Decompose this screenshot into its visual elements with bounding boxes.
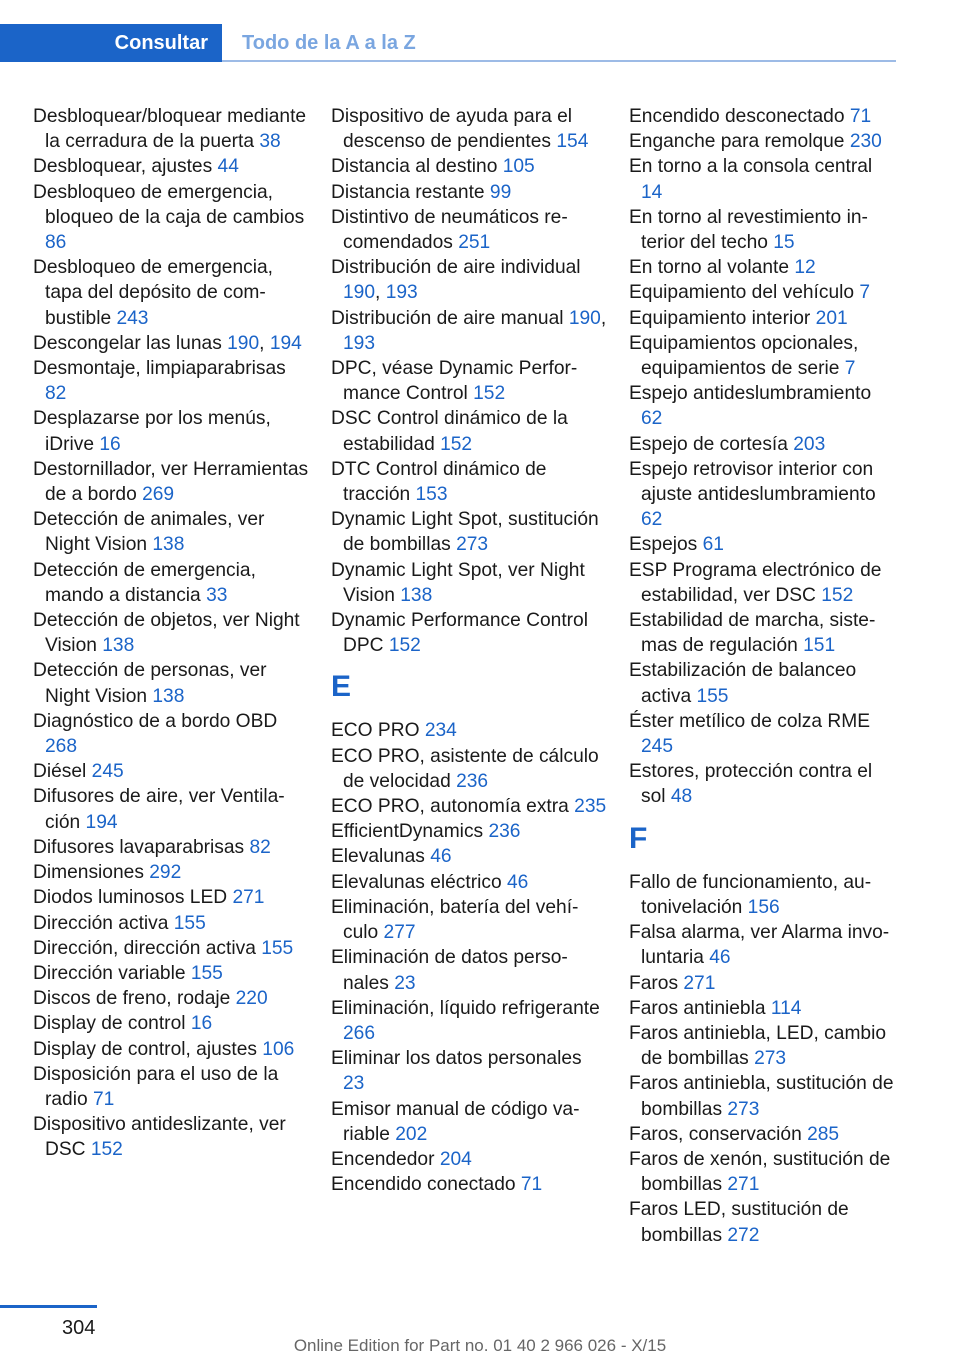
index-entry bbox=[33, 457, 309, 507]
index-entry bbox=[629, 104, 897, 129]
section-letter: F bbox=[629, 821, 648, 855]
tab-consultar[interactable]: Consultar bbox=[0, 24, 222, 62]
index-entry bbox=[33, 331, 309, 356]
index-entry-term: Elevalunas bbox=[331, 846, 431, 868]
index-entry-term: Equipamiento interior bbox=[629, 307, 816, 329]
page-reference-link[interactable]: 106 bbox=[262, 1038, 295, 1060]
index-entry bbox=[331, 558, 607, 608]
index-entry bbox=[33, 180, 309, 256]
header-rule bbox=[222, 60, 896, 62]
page-reference-link[interactable]: 152 bbox=[440, 433, 473, 455]
index-entry bbox=[331, 1097, 607, 1147]
index-entry-term: ECO PRO, autonomía extra bbox=[331, 796, 575, 818]
index-entry bbox=[331, 718, 607, 743]
index-entry-term: Dynamic Light Spot, ver Night Vision bbox=[331, 559, 585, 606]
page-reference-link[interactable]: 152 bbox=[90, 1139, 123, 1161]
index-entry bbox=[331, 205, 607, 255]
page-reference-link[interactable]: 114 bbox=[770, 997, 802, 1019]
index-entry bbox=[33, 558, 309, 608]
page-reference-link[interactable]: 190 bbox=[343, 282, 376, 304]
index-entry bbox=[629, 381, 897, 431]
page-reference-link[interactable]: 62 bbox=[641, 408, 663, 430]
page-reference-link[interactable]: 285 bbox=[807, 1123, 840, 1145]
index-entry-term: ECO PRO, asistente de cálculo de velocidad bbox=[331, 745, 599, 792]
index-entry bbox=[331, 180, 607, 205]
index-entry-term: Dirección variable bbox=[33, 962, 191, 984]
index-entry bbox=[33, 911, 309, 936]
index-entry bbox=[33, 709, 309, 759]
page-reference-link[interactable]: 220 bbox=[235, 988, 268, 1010]
page-reference-link[interactable]: 155 bbox=[261, 937, 294, 959]
page-reference-link[interactable]: 155 bbox=[173, 912, 206, 934]
ref-separator: , bbox=[600, 307, 607, 329]
page-reference-link[interactable]: 245 bbox=[641, 736, 674, 758]
index-entry-term: Encendido desconectado bbox=[629, 106, 850, 127]
page-reference-link[interactable]: 202 bbox=[395, 1123, 428, 1145]
page-reference-link[interactable]: 23 bbox=[343, 1073, 365, 1095]
index-entry bbox=[629, 996, 897, 1021]
index-entry bbox=[33, 1037, 309, 1062]
index-entry bbox=[331, 1147, 607, 1172]
page-reference-link[interactable]: 138 bbox=[152, 685, 185, 707]
index-entry-term: Espejo antideslumbramiento bbox=[629, 383, 872, 405]
page-reference-link[interactable]: 44 bbox=[217, 156, 239, 178]
index-entry bbox=[33, 885, 309, 910]
page-reference-link[interactable]: 190 bbox=[227, 332, 260, 354]
page-reference-link[interactable]: 138 bbox=[102, 635, 135, 657]
ref-separator: , bbox=[259, 332, 270, 354]
page-reference-link[interactable]: 190 bbox=[568, 307, 601, 329]
index-entry-term: Distintivo de neumáticos recomendados bbox=[331, 206, 568, 254]
index-entry-term: Detección de objetos, ver Night Vision bbox=[33, 610, 300, 657]
page-reference-link[interactable]: 46 bbox=[430, 846, 452, 868]
index-entry bbox=[629, 432, 897, 457]
index-entry-term: Estabilización de balanceo activa bbox=[629, 660, 857, 707]
index-entry-term: DTC Control dinámico de tracción bbox=[331, 458, 547, 506]
page-reference-link[interactable]: 154 bbox=[556, 131, 589, 153]
index-entry-term: Eliminación de datos personales bbox=[331, 947, 568, 994]
page-reference-link[interactable]: 277 bbox=[383, 922, 416, 944]
index-entry bbox=[33, 104, 309, 154]
index-entry bbox=[331, 895, 607, 945]
index-entry-term: Dynamic Performance Control DPC bbox=[331, 610, 588, 657]
page-reference-link[interactable]: 82 bbox=[45, 383, 67, 405]
index-entry-term: Estabilidad de marcha, sistemas de regulación bbox=[629, 610, 876, 657]
index-entry bbox=[331, 819, 607, 844]
page-reference-link[interactable]: 271 bbox=[683, 972, 716, 994]
page-reference-link[interactable]: 155 bbox=[190, 962, 223, 984]
index-entry-term: Enganche para remolque bbox=[629, 131, 850, 153]
page-reference-link[interactable]: 194 bbox=[269, 332, 302, 354]
index-entry-term: Dirección, dirección activa bbox=[33, 937, 262, 959]
index-entry bbox=[629, 1122, 897, 1147]
index-entry bbox=[331, 306, 607, 356]
page-reference-link[interactable]: 273 bbox=[754, 1048, 787, 1070]
index-entry-term: Faros de xenón, sustitución de bombillas bbox=[629, 1148, 891, 1196]
page-reference-link[interactable]: 235 bbox=[574, 796, 607, 818]
index-entry bbox=[33, 406, 309, 456]
index-entry bbox=[629, 759, 897, 809]
page-reference-link[interactable]: 7 bbox=[859, 282, 871, 304]
page-reference-link[interactable]: 46 bbox=[506, 871, 529, 893]
page-reference-link[interactable]: 251 bbox=[458, 232, 491, 254]
index-entry-term: Detección de personas, ver Night Vision bbox=[33, 660, 267, 707]
index-entry bbox=[33, 154, 309, 179]
index-entry bbox=[33, 658, 309, 708]
index-entry-term: Destornillador, ver Herramientas de a bordo bbox=[33, 458, 309, 506]
page-reference-link[interactable]: 82 bbox=[249, 836, 271, 858]
index-entry-term: Equipamientos opcionales, equipamientos de serie bbox=[629, 332, 859, 380]
page-reference-link[interactable]: 194 bbox=[85, 811, 118, 833]
page-reference-link[interactable]: 292 bbox=[149, 862, 182, 884]
index-entry bbox=[33, 860, 309, 885]
index-entry-term: Difusores lavaparabrisas bbox=[33, 836, 250, 858]
page-reference-link[interactable]: 234 bbox=[424, 720, 457, 742]
page-reference-link[interactable]: 23 bbox=[394, 972, 416, 994]
index-entry-term: Faros LED, sustitución de bombillas bbox=[629, 1199, 849, 1246]
index-entry bbox=[629, 870, 897, 920]
page-reference-link[interactable]: 16 bbox=[99, 433, 121, 455]
index-entry bbox=[33, 936, 309, 961]
index-entry-term: Detección de emergencia, mando a distancia bbox=[33, 559, 256, 606]
index-column-3 bbox=[629, 104, 897, 1248]
index-entry-term: Éster metílico de colza RME bbox=[629, 710, 870, 732]
index-entry-term: Dirección activa bbox=[33, 912, 174, 934]
index-entry bbox=[33, 1062, 309, 1112]
page-reference-link[interactable]: 201 bbox=[815, 307, 848, 329]
index-entry-term: Distribución de aire individual bbox=[331, 257, 581, 279]
page-reference-link[interactable]: 236 bbox=[488, 821, 521, 843]
index-entry bbox=[629, 971, 897, 996]
index-entry bbox=[331, 945, 607, 995]
index-entry bbox=[629, 154, 897, 204]
index-entry-term: Espejos bbox=[629, 534, 703, 556]
index-entry bbox=[33, 356, 309, 406]
index-entry-term: ESP Programa electrónico de estabilidad, ver DSC bbox=[629, 559, 882, 606]
index-entry bbox=[331, 1172, 607, 1197]
page-reference-link[interactable]: 16 bbox=[190, 1013, 213, 1035]
page-reference-link[interactable]: 271 bbox=[727, 1174, 760, 1196]
index-column-1 bbox=[33, 104, 309, 1163]
index-entry-term: Estores, protección contra el sol bbox=[629, 761, 873, 808]
index-entry-term: Desmontaje, limpiaparabrisas bbox=[33, 358, 286, 380]
page-reference-link[interactable]: 86 bbox=[45, 232, 67, 254]
page-reference-link[interactable]: 46 bbox=[709, 947, 731, 969]
index-entry bbox=[331, 1046, 607, 1096]
index-entry bbox=[629, 1197, 897, 1247]
index-entry bbox=[33, 759, 309, 784]
index-entry-term: Emisor manual de código variable bbox=[331, 1098, 580, 1145]
page-reference-link[interactable]: 71 bbox=[520, 1174, 543, 1196]
page-reference-link[interactable]: 15 bbox=[773, 232, 795, 254]
edition-footer: Online Edition for Part no. 01 40 2 966 026 - X/15 bbox=[293, 1336, 667, 1355]
index-entry-term: Descongelar las lunas bbox=[33, 332, 228, 354]
page-reference-link[interactable]: 62 bbox=[641, 509, 663, 531]
index-entry bbox=[629, 558, 897, 608]
index-entry-term: DSC Control dinámico de la estabilidad bbox=[331, 408, 568, 455]
index-entry bbox=[331, 356, 607, 406]
page-reference-link[interactable]: 152 bbox=[821, 584, 854, 606]
index-entry bbox=[33, 1112, 309, 1162]
index-entry-term: Detección de animales, ver Night Vision bbox=[33, 509, 265, 556]
index-entry-term: Desplazarse por los menús, iDrive bbox=[33, 408, 271, 455]
index-entry-term: Desbloquear, ajustes bbox=[33, 156, 218, 178]
page-reference-link[interactable]: 71 bbox=[849, 106, 872, 127]
index-entry-term: Elevalunas eléctrico bbox=[331, 871, 507, 893]
page-reference-link[interactable]: 138 bbox=[152, 534, 185, 556]
page-reference-link[interactable]: 236 bbox=[456, 770, 489, 792]
index-entry bbox=[629, 280, 897, 305]
page-reference-link[interactable]: 33 bbox=[206, 584, 228, 606]
index-entry bbox=[629, 331, 897, 381]
index-entry bbox=[629, 658, 897, 708]
page-reference-link[interactable]: 105 bbox=[502, 156, 535, 178]
index-entry bbox=[331, 457, 607, 507]
page-reference-link[interactable]: 155 bbox=[696, 685, 729, 707]
index-entry bbox=[629, 205, 897, 255]
page-reference-link[interactable]: 269 bbox=[142, 484, 175, 506]
index-column-2 bbox=[331, 104, 607, 1197]
page-reference-link[interactable]: 266 bbox=[343, 1022, 376, 1044]
index-entry bbox=[629, 608, 897, 658]
index-entry bbox=[33, 507, 309, 557]
index-entry bbox=[629, 129, 897, 154]
page-reference-link[interactable]: 272 bbox=[727, 1224, 760, 1246]
index-entry-term: Desbloqueo de emergencia, tapa del depósito de combustible bbox=[33, 257, 274, 329]
index-entry bbox=[629, 1071, 897, 1121]
index-entry-term: Fallo de funcionamiento, autonivelación bbox=[629, 871, 872, 918]
index-entry-term: En torno a la consola central bbox=[629, 156, 873, 178]
index-entry bbox=[331, 744, 607, 794]
index-entry-term: Diagnóstico de a bordo OBD bbox=[33, 710, 278, 732]
page-reference-link[interactable]: 271 bbox=[232, 887, 265, 909]
page-reference-link[interactable]: 152 bbox=[473, 383, 506, 405]
index-entry bbox=[331, 996, 607, 1046]
page-reference-link[interactable]: 99 bbox=[489, 181, 512, 203]
index-entry-term: Diodos luminosos LED bbox=[33, 887, 233, 909]
index-entry bbox=[629, 457, 897, 533]
index-entry-term: Dispositivo de ayuda para el descenso de pendientes bbox=[331, 106, 573, 153]
page-number-rule bbox=[0, 1305, 97, 1308]
index-entry-term: Distancia restante bbox=[331, 181, 490, 203]
index-entry bbox=[33, 835, 309, 860]
index-entry-term: Display de control, ajustes bbox=[33, 1038, 263, 1060]
index-entry-term: DPC, véase Dynamic Performance Control bbox=[331, 358, 578, 405]
index-entry bbox=[331, 406, 607, 456]
index-entry-term: Faros, conservación bbox=[629, 1123, 808, 1145]
page-reference-link[interactable]: 243 bbox=[116, 307, 149, 329]
index-entry bbox=[33, 986, 309, 1011]
index-entry-term: Display de control bbox=[33, 1013, 191, 1035]
index-entry-term: Espejo de cortesía bbox=[629, 433, 794, 455]
index-entry-term: ECO PRO bbox=[331, 720, 425, 742]
index-entry bbox=[331, 844, 607, 869]
index-entry-term: Distribución de aire manual bbox=[331, 307, 569, 329]
index-entry-term: Distancia al destino bbox=[331, 156, 503, 178]
header-bar bbox=[0, 0, 960, 62]
page-reference-link[interactable]: 61 bbox=[702, 534, 724, 556]
index-entry-term: Desbloquear/bloquear mediante la cerradura de la puerta bbox=[33, 106, 307, 153]
page-reference-link[interactable]: 151 bbox=[803, 635, 836, 657]
index-entry-term: Faros antiniebla, sustitución de bombillas bbox=[629, 1073, 894, 1120]
index-entry-term: Eliminar los datos personales bbox=[331, 1048, 582, 1070]
index-entry bbox=[33, 608, 309, 658]
index-entry bbox=[629, 532, 897, 557]
index-entry bbox=[629, 1147, 897, 1197]
index-entry-term: EfficientDynamics bbox=[331, 821, 489, 843]
index-entry-term: En torno al volante bbox=[629, 257, 795, 279]
index-entry bbox=[331, 608, 607, 658]
index-entry bbox=[629, 255, 897, 280]
index-entry bbox=[331, 154, 607, 179]
index-entry-term: Falsa alarma, ver Alarma involuntaria bbox=[629, 922, 890, 969]
page-reference-link[interactable]: 156 bbox=[747, 896, 780, 918]
index-entry bbox=[331, 794, 607, 819]
index-entry-term: Espejo retrovisor interior con ajuste antideslumbramiento bbox=[629, 458, 876, 506]
page-reference-link[interactable]: 273 bbox=[727, 1098, 760, 1120]
ref-separator: , bbox=[375, 282, 386, 304]
page-reference-link[interactable]: 7 bbox=[844, 358, 856, 380]
page-reference-link[interactable]: 245 bbox=[91, 761, 124, 783]
page-number: 304 bbox=[62, 1317, 96, 1339]
index-entry-term: Faros antiniebla, LED, cambio de bombillas bbox=[629, 1022, 887, 1070]
index-entry-term: Dynamic Light Spot, sustitución de bombillas bbox=[331, 509, 599, 556]
index-entry bbox=[33, 255, 309, 331]
index-entry bbox=[331, 255, 607, 305]
index-entry-term: Encendedor bbox=[331, 1148, 440, 1170]
page-reference-link[interactable]: 14 bbox=[641, 181, 663, 203]
index-entry-term: Diésel bbox=[33, 761, 92, 783]
index-entry-term: Faros antiniebla bbox=[629, 997, 771, 1019]
index-entry-term: En torno al revestimiento interior del techo bbox=[629, 206, 868, 254]
page-reference-link[interactable]: 193 bbox=[343, 332, 376, 354]
page-reference-link[interactable]: 153 bbox=[415, 484, 448, 506]
page-reference-link[interactable]: 12 bbox=[794, 257, 816, 279]
page-reference-link[interactable]: 138 bbox=[400, 584, 433, 606]
page-reference-link[interactable]: 48 bbox=[670, 786, 693, 808]
index-entry bbox=[33, 784, 309, 834]
tab-todo-a-z[interactable]: Todo de la A a la Z bbox=[242, 32, 416, 54]
index-entry bbox=[629, 1021, 897, 1071]
page-reference-link[interactable]: 273 bbox=[456, 534, 489, 556]
index-entry-term: Encendido conectado bbox=[331, 1174, 521, 1196]
index-entry bbox=[33, 961, 309, 986]
index-entry bbox=[331, 870, 607, 895]
page-reference-link[interactable]: 230 bbox=[849, 131, 882, 153]
index-entry bbox=[33, 1011, 309, 1036]
index-entry-term: Desbloqueo de emergencia, bloqueo de la caja de cambios bbox=[33, 181, 305, 228]
page-reference-link[interactable]: 203 bbox=[793, 433, 826, 455]
page-reference-link[interactable]: 204 bbox=[439, 1148, 472, 1170]
index-entry-term: Eliminación, líquido refrigerante bbox=[331, 997, 600, 1019]
index-entry-term: Difusores de aire, ver Ventilación bbox=[33, 786, 285, 833]
index-entry-term: Faros bbox=[629, 972, 684, 994]
index-entry-term: Dimensiones bbox=[33, 862, 150, 884]
page-reference-link[interactable]: 268 bbox=[45, 736, 78, 758]
page-reference-link[interactable]: 71 bbox=[93, 1088, 115, 1110]
index-entry bbox=[629, 920, 897, 970]
index-entry bbox=[629, 709, 897, 759]
index-entry-term: Disposición para el uso de la radio bbox=[33, 1063, 279, 1110]
index-entry bbox=[629, 306, 897, 331]
index-entry-term: Equipamiento del vehículo bbox=[629, 282, 860, 304]
index-entry-term: Dispositivo antideslizante, ver DSC bbox=[33, 1114, 286, 1161]
page-reference-link[interactable]: 38 bbox=[259, 131, 281, 153]
page-reference-link[interactable]: 152 bbox=[388, 635, 421, 657]
index-entry bbox=[331, 507, 607, 557]
index-entry-term: Discos de freno, rodaje bbox=[33, 988, 236, 1010]
section-letter: E bbox=[331, 670, 352, 704]
index-entry-term: Eliminación, batería del vehículo bbox=[331, 896, 579, 944]
index-entry bbox=[331, 104, 607, 154]
page-reference-link[interactable]: 193 bbox=[385, 282, 418, 304]
